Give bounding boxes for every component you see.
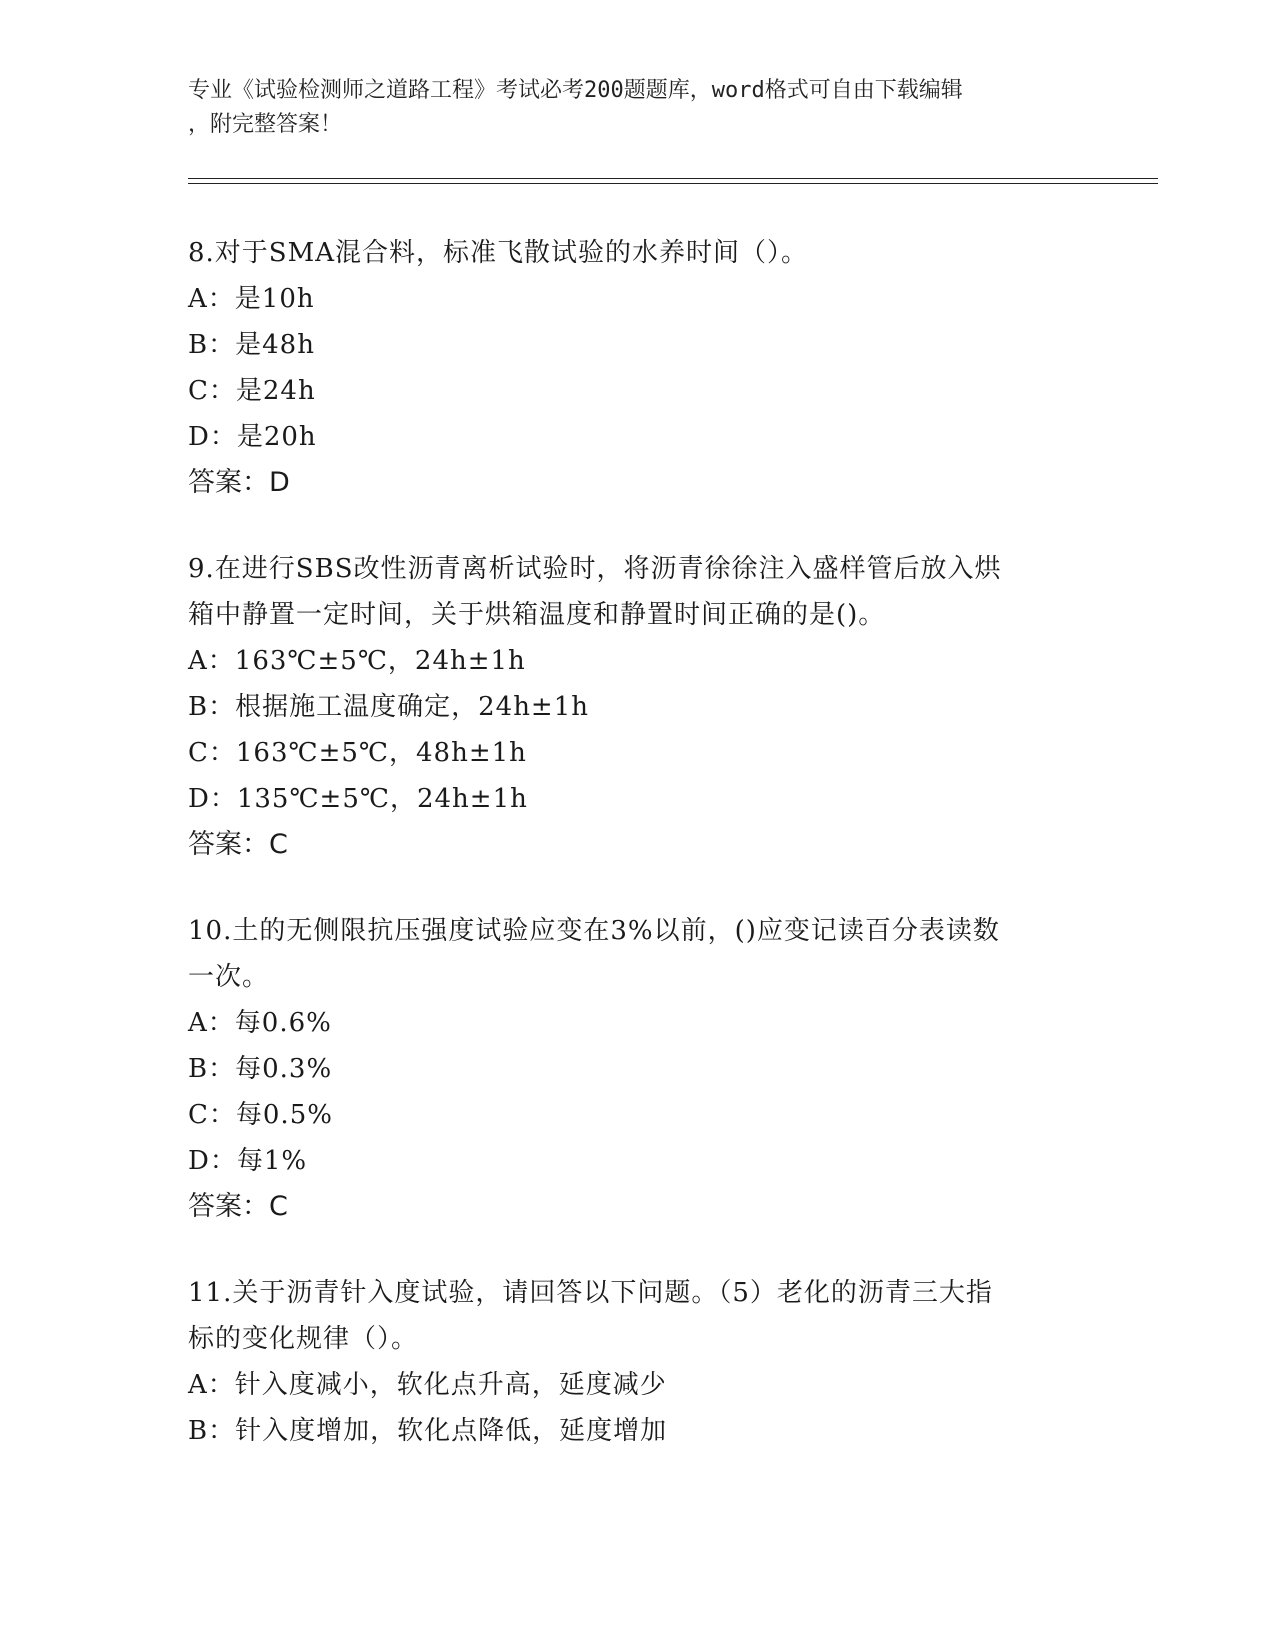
option-a: A：每0.6% xyxy=(188,1008,332,1038)
option-a: A：163℃±5℃，24h±1h xyxy=(188,646,526,676)
option-b: B：每0.3% xyxy=(188,1054,333,1084)
option-c: C：是24h xyxy=(188,376,316,406)
question-11 xyxy=(188,1270,1088,1454)
option-a: A：是10h xyxy=(188,284,315,314)
answer-label: 答案：C xyxy=(188,829,288,860)
question-10 xyxy=(188,908,1088,1230)
option-a: A：针入度减小，软化点升高，延度减少 xyxy=(188,1370,667,1400)
option-b: B：是48h xyxy=(188,330,315,360)
question-stem: 10.土的无侧限抗压强度试验应变在3%以前，()应变记读百分表读数 xyxy=(188,916,1000,946)
header-divider-bottom xyxy=(188,183,1158,184)
question-stem-continued: 箱中静置一定时间，关于烘箱温度和静置时间正确的是()。 xyxy=(188,600,886,630)
option-b: B：针入度增加，软化点降低，延度增加 xyxy=(188,1416,668,1446)
option-d: D：每1% xyxy=(188,1146,308,1176)
document-header xyxy=(188,74,1068,142)
option-d: D：是20h xyxy=(188,422,317,452)
answer-label: 答案：D xyxy=(188,467,290,498)
option-b: B：根据施工温度确定，24h±1h xyxy=(188,692,590,722)
option-c: C：每0.5% xyxy=(188,1100,333,1130)
question-stem: 8.对于SMA混合料，标准飞散试验的水养时间（）。 xyxy=(188,238,809,268)
answer-label: 答案：C xyxy=(188,1191,288,1222)
question-stem-continued: 标的变化规律（）。 xyxy=(188,1324,419,1354)
question-9 xyxy=(188,546,1088,868)
option-d: D：135℃±5℃，24h±1h xyxy=(188,784,528,814)
question-8 xyxy=(188,230,1088,506)
question-stem-continued: 一次。 xyxy=(188,962,270,992)
header-divider-top xyxy=(188,178,1158,179)
option-c: C：163℃±5℃，48h±1h xyxy=(188,738,527,768)
question-stem: 9.在进行SBS改性沥青离析试验时，将沥青徐徐注入盛样管后放入烘 xyxy=(188,554,1002,584)
question-stem: 11.关于沥青针入度试验，请回答以下问题。（5）老化的沥青三大指 xyxy=(188,1278,993,1308)
header-line-2: ，附完整答案！ xyxy=(188,112,343,137)
header-line-1: 专业《试验检测师之道路工程》考试必考200题题库，word格式可自由下载编辑 xyxy=(188,78,963,103)
